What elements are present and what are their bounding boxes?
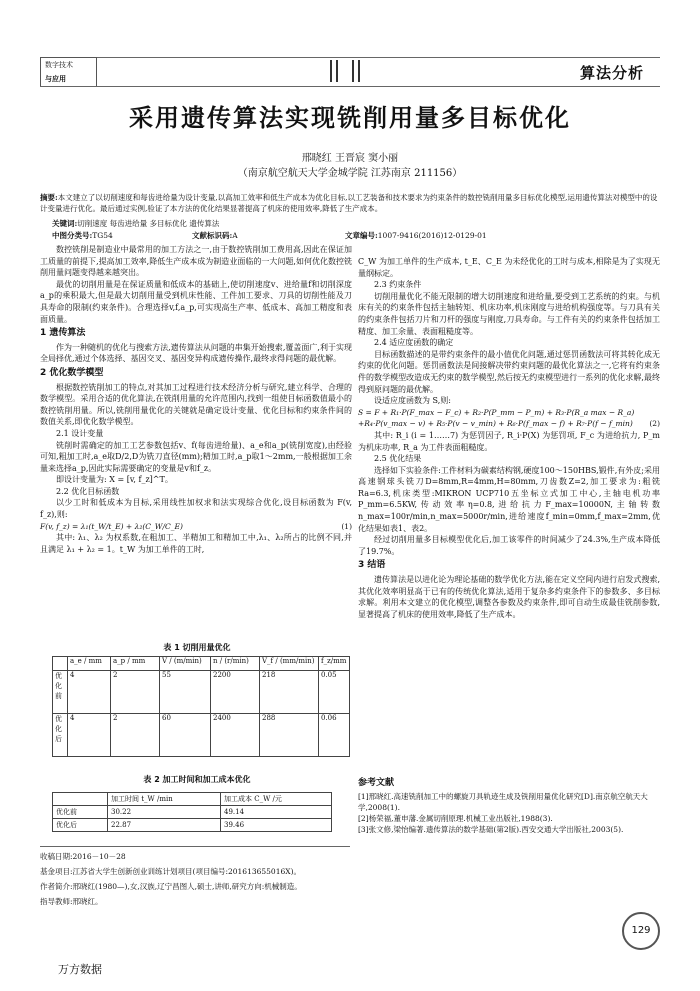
footnote-advisor: 指导教师:邢晓红。 [40,897,103,906]
table-cell: 优化前 [53,671,68,714]
journal-name-line1: 数字技术 [45,61,73,69]
journal-logo-box [40,57,97,87]
page-number-badge: 129 [622,912,660,950]
table-row [53,819,332,832]
article-no-value: 1007-9416(2016)12-0129-01 [377,231,487,240]
table-cell: 49.14 [221,806,332,819]
class-number [52,230,113,241]
references [358,778,660,835]
paragraph: 最优的切削用量是在保证质量和低成本的基础上,使切削速度v、进给量f和切削深度a_p的乘积最大,但是最大切削用量受到机床性能、工件加工要求、刀具的切削性能及刀具寿命的限制(约束条件)。合理选择v,f,a_p,可实现高生产率、低成本、高加工精度和表面质量。 [40,279,352,324]
journal-name-line2: 与应用 [45,75,66,83]
paragraph: 其中: λ₁、λ₂ 为权系数,在粗加工、半精加工和精加工中,λ₁、λ₂所占的比例不同,并且满足 λ₁ + λ₂ = 1。t_W 为加工单件的工时, [40,533,352,554]
footnote-fund: 基金项目:江苏省大学生创新创业训练计划项目(项目编号:201613655016X)。 [40,867,302,876]
table2 [52,792,332,832]
paragraph: 其中: R_i (i = 1……7) 为惩罚因子, R_i·P(X) 为惩罚项, F_c 为进给抗力, P_m 为机床功率, R_a 为工件表面粗糙度。 [358,430,660,452]
article-affiliation: （南京航空航天大学金城学院 江苏南京 211156） [237,168,463,179]
table2-caption: 表 2 加工时间和加工成本优化 [143,775,251,784]
doc-value: A [232,231,238,240]
section-heading: 2 优化数学模型 [40,367,104,378]
paragraph: 选择如下实验条件:工件材料为碳素结构钢,硬度100～150HBS,锻件,有外皮;采用高速钢球头铣刀D=8mm,R=4mm,H=80mm,刀齿数Z=2,加工要求为:粗铣Ra=6.3,机床类型:MIKRON UCP710五坐标立式加工中心,主轴电机功率P_mm=6.5KW,传动效率η=0.8,进给抗力F_max=10000N,主轴转数n_max=100r/min,n_max=5000r/min,进给速度f_min=0mm,f_max=2mm,优化结果如表1、表2。 [358,465,660,533]
table-header-cell [53,793,108,806]
header-decor-bars [330,60,370,82]
footnote-author: 作者简介:邢晓红(1980—),女,汉族,辽宁昌图人,硕士,讲师,研究方向:机械制造。 [40,882,302,891]
keywords-label: 关键词: [52,219,78,228]
abstract-label: 摘要: [40,193,58,202]
paragraph: 目标函数描述的是带约束条件的最小值优化问题,通过惩罚函数法可将其转化成无约束的优化问题。惩罚函数法是间接解决带约束问题的最优化算法之一,它将有约束条件的数学模型改造成无约束的数学模型,然后按无约束模型进行一系列的优化求解,最终得到原问题的最优解。 [358,349,660,394]
table-header-cell: 加工成本 C_W /元 [221,793,332,806]
paragraph: 设适应度函数为 S,则: [374,396,451,406]
table-cell: 39.46 [221,819,332,832]
table-header-cell: n / (r/min) [211,657,260,671]
formula-2-line2: +R₄·P(v_max − v) + R₅·P(v − v_min) + R₆·P(f_max − f) + R₇·P(f − f_min) [358,419,633,429]
paragraph: 作为一种随机的优化与搜索方法,遗传算法从问题的串集开始搜索,覆盖面广,利于实现全局择优,通过个体选择、基因交叉、基因变异构成遗传操作,最终求得问题的最优解。 [40,342,352,364]
formula-2-line1: S = F + R₁·P(F_max − F_c) + R₂·P(P_mm − P_m) + R₃·P(R_a max − R_a) [358,407,635,417]
paragraph: 即设计变量为: X = [v, f_z]^T。 [56,475,173,485]
section-tag: 算法分析 [580,64,645,82]
table-cell: 55 [160,671,211,714]
paragraph: 以少工时和低成本为目标,采用线性加权求和法实现综合优化,设目标函数为 F(v, f_z),则: [40,498,352,520]
table-header-row [53,793,332,806]
table-cell: 2 [111,671,160,714]
section-heading: 3 结语 [358,560,386,571]
article-title: 采用遗传算法实现铣削用量多目标优化 [129,104,571,132]
table-cell: 4 [68,671,111,714]
formula-2 [358,407,660,430]
subsection-heading: 2.1 设计变量 [56,428,104,438]
table-header-cell: f_z/mm [319,657,350,671]
table-header-cell [53,657,68,671]
table-row [53,806,332,819]
table-row [53,671,350,714]
table-cell: 4 [68,714,111,757]
formula-1 [40,521,352,533]
class-value: TG54 [92,231,113,240]
table-cell: 0.06 [319,714,350,757]
table-cell: 2 [111,714,160,757]
table1-caption: 表 1 切削用量优化 [163,643,231,652]
table1 [52,656,350,757]
equation-number: (1) [341,521,352,531]
formula-1-text: F(v, f_z) = λ₁(t_W/t_E) + λ₂(C_W/C_E) [40,521,183,531]
article-no-label: 文章编号: [345,231,378,240]
article-authors: 邢晓红 王晋宸 窦小丽 [301,153,399,164]
table-row [53,714,350,757]
table-cell: 218 [260,671,319,714]
keywords [52,218,219,229]
paragraph: 数控铣削是制造业中最常用的加工方法之一,由于数控铣削加工费用高,因此在保证加工质量的前提下,提高加工效率,降低生产成本成为制造业面临的一大问题,如何优化数控铣削用量问题变得越来越突出。 [40,245,352,278]
reference-item: [1]邢晓红.高速铣削加工中的螺旋刀具轨迹生成及铣削用量优化研究[D].南京航空航天大学,2008(1). [358,792,648,812]
table-cell: 2200 [211,671,260,714]
article-number [345,230,487,241]
paragraph: C_W 为加工单件的生产成本, t_E、C_E 为未经优化的工时与成本,相除是为了实现无量纲标定。 [358,257,660,278]
paragraph: 切削用量优化不能无限制的增大切削速度和进给量,要受到工艺系统的约束。与机床有关的约束条件包括主轴转矩、机床功率,机床刚度与进给机构强度等。与刀具有关的约束条件包括刀片和刀杆的强度与刚度,刀具寿命。与工件有关的约束条件包括加工精度、加工余量、表面粗糙度等。 [358,291,660,336]
table-header-cell: a_p / mm [111,657,160,671]
abstract [40,192,660,214]
table-cell: 2400 [211,714,260,757]
paragraph: 铣削时需确定的加工工艺参数包括v、f(每齿进给量)、a_e和a_p(铣削宽度),由经验可知,粗加工时,a_e取D/2,D为铣刀直径(mm);精加工时,a_p取1～2mm,一般根据加工余量来选择a_p,因此实际需要确定的变量是v和f_z。 [40,440,352,473]
class-label: 中图分类号: [52,231,93,240]
table-cell: 22.87 [108,819,221,832]
table-header-row [53,657,350,671]
subsection-heading: 2.3 约束条件 [374,280,422,290]
header-rule-bottom [40,86,660,87]
abstract-text: 本文建立了以切削速度和每齿进给量为设计变量,以高加工效率和低生产成本为优化目标,以工艺装备和技术要求为约束条件的数控铣削用量多目标优化模型,运用遗传算法对模型中的设计变量进行优化。最后通过实例,验证了本方法的优化结果显著提高了机床的使用效率,降低了生产成本。 [40,193,658,213]
table-cell: 优化前 [53,806,108,819]
table-cell: 优化后 [53,819,108,832]
subsection-heading: 2.2 优化目标函数 [56,486,120,496]
footnote-rule [40,846,350,847]
paragraph: 根据数控铣削加工的特点,对其加工过程进行技术经济分析与研究,建立科学、合理的数学模型。采用合适的优化算法,在铣削用量的允许范围内,找到一组使目标函数值最小的数控铣削用量。所以,铣削用量优化的关键就是确定设计变量、优化目标和约束条件间的数值关系,即优化数学模型。 [40,382,352,427]
header-rule-top [40,57,660,58]
paragraph: 遗传算法是以进化论为理论基础的数学优化方法,能在定义空间内进行启发式搜索,其优化效率明显高于已有的传统优化算法,适用于复杂多约束条件下的参数多、多目标求解。利用本文建立的优化模型,调整各参数及约束条件,即可自动生成最佳铣削参数,显著提高了机床的使用效率,降低了生产成本。 [358,575,660,619]
left-column [40,244,352,555]
table-cell: 60 [160,714,211,757]
keywords-text: 切削速度 每齿进给量 多目标优化 遗传算法 [77,219,220,228]
table-header-cell: V_f / (mm/min) [260,657,319,671]
table-cell: 288 [260,714,319,757]
doc-label: 文献标识码: [192,231,233,240]
right-column [358,256,660,620]
table-cell: 0.05 [319,671,350,714]
table-cell: 30.22 [108,806,221,819]
subsection-heading: 2.5 优化结果 [374,454,422,464]
section-heading: 1 遗传算法 [40,328,86,339]
watermark-text: 万方数据 [58,963,102,976]
paragraph: 经过切削用量多目标模型优化后,加工该零件的时间减少了24.3%,生产成本降低了19.7%。 [358,535,660,556]
table-cell: 优化后 [53,714,68,757]
footnote-received: 收稿日期:2016－10－28 [40,852,126,861]
subsection-heading: 2.4 适应度函数的确定 [374,338,454,348]
reference-item: [2]杨荣福,董申藩.金属切削原理.机械工业出版社,1988(3). [358,814,553,823]
reference-item: [3]张文修,梁怡编著.遗传算法的数学基础(第2版).西安交通大学出版社,2003(5). [358,825,624,834]
table-header-cell: a_e / mm [68,657,111,671]
references-heading: 参考文献 [358,778,395,788]
table-header-cell: V / (m/min) [160,657,211,671]
table-header-cell: 加工时间 t_W /min [108,793,221,806]
doc-code [192,230,238,241]
equation-number: (2) [649,419,660,429]
